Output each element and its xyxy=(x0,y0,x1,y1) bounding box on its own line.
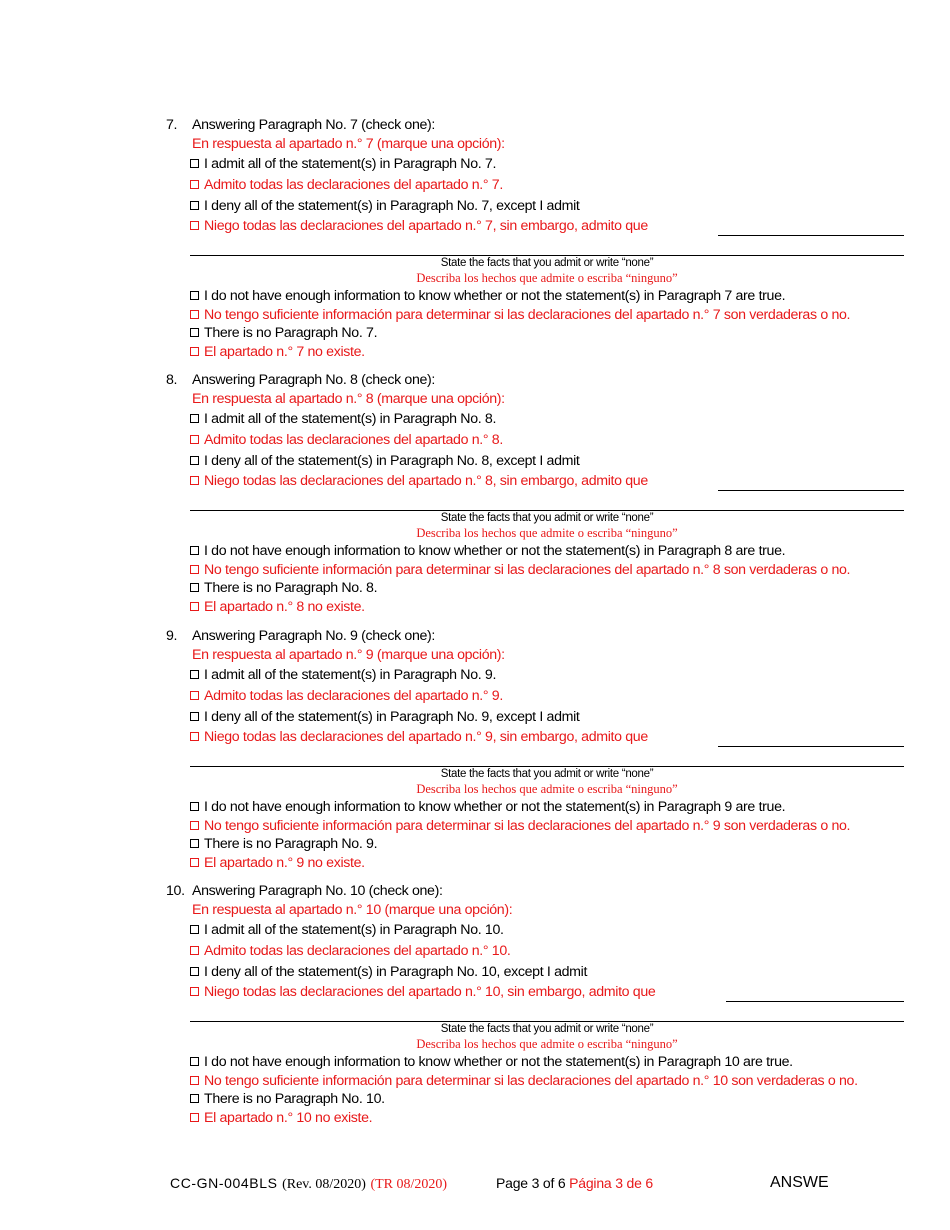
option-no-info-es xyxy=(190,1072,858,1090)
option-admit-en xyxy=(190,155,496,173)
checkbox[interactable] xyxy=(190,180,199,189)
checkbox[interactable] xyxy=(190,291,199,300)
option-no-paragraph-en xyxy=(190,579,377,597)
option-no-paragraph-en-text: There is no Paragraph No. 9. xyxy=(204,836,378,852)
footer-form-code xyxy=(170,1175,447,1193)
checkbox[interactable] xyxy=(190,347,199,356)
facts-caption-en: State the facts that you admit or write “none” xyxy=(440,768,654,780)
section-heading-es-text: En respuesta al apartado n.° 7 (marque una opción): xyxy=(192,136,505,152)
section-heading-en-text: Answering Paragraph No. 9 (check one): xyxy=(192,628,435,644)
section-heading-es-text: En respuesta al apartado n.° 8 (marque una opción): xyxy=(192,391,505,407)
checkbox[interactable] xyxy=(190,565,199,574)
section-heading-en-text: Answering Paragraph No. 7 (check one): xyxy=(192,117,435,133)
option-deny-es-text: Niego todas las declaraciones del apartado n.° 9, sin embargo, admito que xyxy=(204,729,648,745)
checkbox[interactable] xyxy=(190,1113,199,1122)
option-admit-es xyxy=(190,176,503,194)
option-no-info-es-text: No tengo suficiente información para determinar si las declaraciones del apartado n.° 7 son verdaderas o no. xyxy=(204,307,851,323)
option-no-info-es xyxy=(190,561,850,579)
option-no-info-es xyxy=(190,817,850,835)
option-no-paragraph-en xyxy=(190,835,377,853)
option-admit-es-text: Admito todas las declaraciones del apartado n.° 10. xyxy=(204,943,511,959)
checkbox[interactable] xyxy=(190,310,199,319)
facts-caption-es: Describa los hechos que admite o escriba “ninguno” xyxy=(416,526,678,540)
revision-en: (Rev. 08/2020) xyxy=(282,1177,366,1192)
page-number-es: Página 3 de 6 xyxy=(569,1175,653,1191)
checkbox[interactable] xyxy=(190,925,199,934)
checkbox[interactable] xyxy=(190,435,199,444)
option-no-info-es-text: No tengo suficiente información para determinar si las declaraciones del apartado n.° 9 son verdaderas o no. xyxy=(204,818,851,834)
option-deny-en xyxy=(190,197,580,215)
section-heading-es-text: En respuesta al apartado n.° 10 (marque una opción): xyxy=(192,902,513,918)
option-no-paragraph-en-text: There is no Paragraph No. 7. xyxy=(204,325,378,341)
option-admit-es xyxy=(190,942,510,960)
facts-caption-en: State the facts that you admit or write “none” xyxy=(440,1023,654,1035)
revision-es: (TR 08/2020) xyxy=(370,1177,448,1192)
section-number: 7. xyxy=(166,117,178,133)
option-no-info-en-text: I do not have enough information to know whether or not the statement(s) in Paragraph 9 are true. xyxy=(204,799,786,815)
facts-caption-en: State the facts that you admit or write “none” xyxy=(440,512,654,524)
section-number: 8. xyxy=(166,372,178,388)
checkbox[interactable] xyxy=(190,328,199,337)
option-admit-en xyxy=(190,666,496,684)
option-no-info-es-text: No tengo suficiente información para determinar si las declaraciones del apartado n.° 8 son verdaderas o no. xyxy=(204,562,851,578)
form-code: CC-GN-004BLS xyxy=(170,1175,278,1191)
option-no-paragraph-es-text: El apartado n.° 7 no existe. xyxy=(204,344,365,360)
option-deny-es xyxy=(190,728,648,746)
option-admit-es-text: Admito todas las declaraciones del apartado n.° 8. xyxy=(204,432,503,448)
checkbox[interactable] xyxy=(190,670,199,679)
facts-caption-es: Describa los hechos que admite o escriba “ninguno” xyxy=(416,271,678,285)
section-heading-en-text: Answering Paragraph No. 8 (check one): xyxy=(192,372,435,388)
option-deny-es-text: Niego todas las declaraciones del apartado n.° 7, sin embargo, admito que xyxy=(204,218,648,234)
option-deny-es xyxy=(190,472,648,490)
section-heading-es xyxy=(192,390,505,408)
section-number: 10. xyxy=(166,883,185,899)
checkbox[interactable] xyxy=(190,476,199,485)
checkbox[interactable] xyxy=(190,732,199,741)
admit-facts-inline-field[interactable] xyxy=(718,490,904,491)
option-deny-en-text: I deny all of the statement(s) in Paragraph No. 7, except I admit xyxy=(204,198,580,214)
section-heading-en-text: Answering Paragraph No. 10 (check one): xyxy=(192,883,443,899)
option-deny-en-text: I deny all of the statement(s) in Paragraph No. 10, except I admit xyxy=(204,964,588,980)
option-admit-en-text: I admit all of the statement(s) in Paragraph No. 7. xyxy=(204,156,497,172)
section-heading-en xyxy=(192,882,443,900)
checkbox[interactable] xyxy=(190,946,199,955)
facts-caption-en: State the facts that you admit or write “none” xyxy=(440,257,654,269)
section-heading-es-text: En respuesta al apartado n.° 9 (marque una opción): xyxy=(192,647,505,663)
option-deny-es-text: Niego todas las declaraciones del apartado n.° 8, sin embargo, admito que xyxy=(204,473,648,489)
facts-caption-es: Describa los hechos que admite o escriba “ninguno” xyxy=(416,782,678,796)
option-admit-es-text: Admito todas las declaraciones del apartado n.° 7. xyxy=(204,177,503,193)
option-no-paragraph-en-text: There is no Paragraph No. 10. xyxy=(204,1091,385,1107)
option-no-info-en xyxy=(190,287,785,305)
admit-facts-inline-field[interactable] xyxy=(718,235,904,236)
checkbox[interactable] xyxy=(190,987,199,996)
option-no-paragraph-en-text: There is no Paragraph No. 8. xyxy=(204,580,378,596)
option-no-paragraph-es-text: El apartado n.° 8 no existe. xyxy=(204,599,365,615)
facts-caption-es: Describa los hechos que admite o escriba “ninguno” xyxy=(416,1037,678,1051)
checkbox[interactable] xyxy=(190,456,199,465)
checkbox[interactable] xyxy=(190,691,199,700)
checkbox[interactable] xyxy=(190,414,199,423)
checkbox[interactable] xyxy=(190,221,199,230)
page-number-en: Page 3 of 6 xyxy=(496,1175,566,1191)
option-no-info-en-text: I do not have enough information to know whether or not the statement(s) in Paragraph 10 are true. xyxy=(204,1054,793,1070)
option-deny-en-text: I deny all of the statement(s) in Paragraph No. 8, except I admit xyxy=(204,453,580,469)
checkbox[interactable] xyxy=(190,583,199,592)
option-no-info-es-text: No tengo suficiente información para determinar si las declaraciones del apartado n.° 10 son verdaderas o no. xyxy=(204,1073,858,1089)
option-no-paragraph-es xyxy=(190,854,365,872)
option-deny-es xyxy=(190,983,655,1001)
option-no-paragraph-es-text: El apartado n.° 10 no existe. xyxy=(204,1110,373,1126)
option-no-info-es xyxy=(190,306,850,324)
option-deny-es xyxy=(190,217,648,235)
section-heading-en xyxy=(192,371,435,389)
option-no-paragraph-es xyxy=(190,343,365,361)
admit-facts-inline-field[interactable] xyxy=(726,1001,904,1002)
admit-facts-inline-field[interactable] xyxy=(718,746,904,747)
option-admit-en xyxy=(190,410,496,428)
option-deny-en-text: I deny all of the statement(s) in Paragraph No. 9, except I admit xyxy=(204,709,580,725)
section-heading-es xyxy=(192,901,512,919)
checkbox[interactable] xyxy=(190,858,199,867)
section-number: 9. xyxy=(166,628,178,644)
option-deny-en xyxy=(190,708,580,726)
checkbox[interactable] xyxy=(190,159,199,168)
section-heading-es xyxy=(192,646,505,664)
checkbox[interactable] xyxy=(190,967,199,976)
option-no-paragraph-en xyxy=(190,324,377,342)
checkbox[interactable] xyxy=(190,546,199,555)
option-admit-en-text: I admit all of the statement(s) in Paragraph No. 9. xyxy=(204,667,497,683)
section-heading-es xyxy=(192,135,505,153)
section-heading-en xyxy=(192,116,435,134)
option-admit-en xyxy=(190,921,504,939)
option-no-info-en xyxy=(190,1053,793,1071)
checkbox[interactable] xyxy=(190,602,199,611)
checkbox[interactable] xyxy=(190,1076,199,1085)
footer-page-number xyxy=(496,1175,653,1191)
option-no-info-en-text: I do not have enough information to know whether or not the statement(s) in Paragraph 7 are true. xyxy=(204,288,786,304)
option-admit-en-text: I admit all of the statement(s) in Paragraph No. 8. xyxy=(204,411,497,427)
option-no-paragraph-es-text: El apartado n.° 9 no existe. xyxy=(204,855,365,871)
option-no-info-en xyxy=(190,798,785,816)
option-no-paragraph-es xyxy=(190,1109,372,1127)
checkbox[interactable] xyxy=(190,821,199,830)
option-no-info-en xyxy=(190,542,785,560)
checkbox[interactable] xyxy=(190,1057,199,1066)
option-no-paragraph-es xyxy=(190,598,365,616)
checkbox[interactable] xyxy=(190,839,199,848)
footer-form-label: ANSWE xyxy=(770,1174,829,1191)
option-deny-es-text: Niego todas las declaraciones del apartado n.° 10, sin embargo, admito que xyxy=(204,984,656,1000)
checkbox[interactable] xyxy=(190,1094,199,1103)
option-admit-es-text: Admito todas las declaraciones del apartado n.° 9. xyxy=(204,688,503,704)
option-deny-en xyxy=(190,963,587,981)
option-no-info-en-text: I do not have enough information to know whether or not the statement(s) in Paragraph 8 are true. xyxy=(204,543,786,559)
checkbox[interactable] xyxy=(190,201,199,210)
option-admit-es xyxy=(190,431,503,449)
checkbox[interactable] xyxy=(190,712,199,721)
checkbox[interactable] xyxy=(190,802,199,811)
option-admit-es xyxy=(190,687,503,705)
option-admit-en-text: I admit all of the statement(s) in Paragraph No. 10. xyxy=(204,922,504,938)
section-heading-en xyxy=(192,627,435,645)
option-no-paragraph-en xyxy=(190,1090,385,1108)
option-deny-en xyxy=(190,452,580,470)
